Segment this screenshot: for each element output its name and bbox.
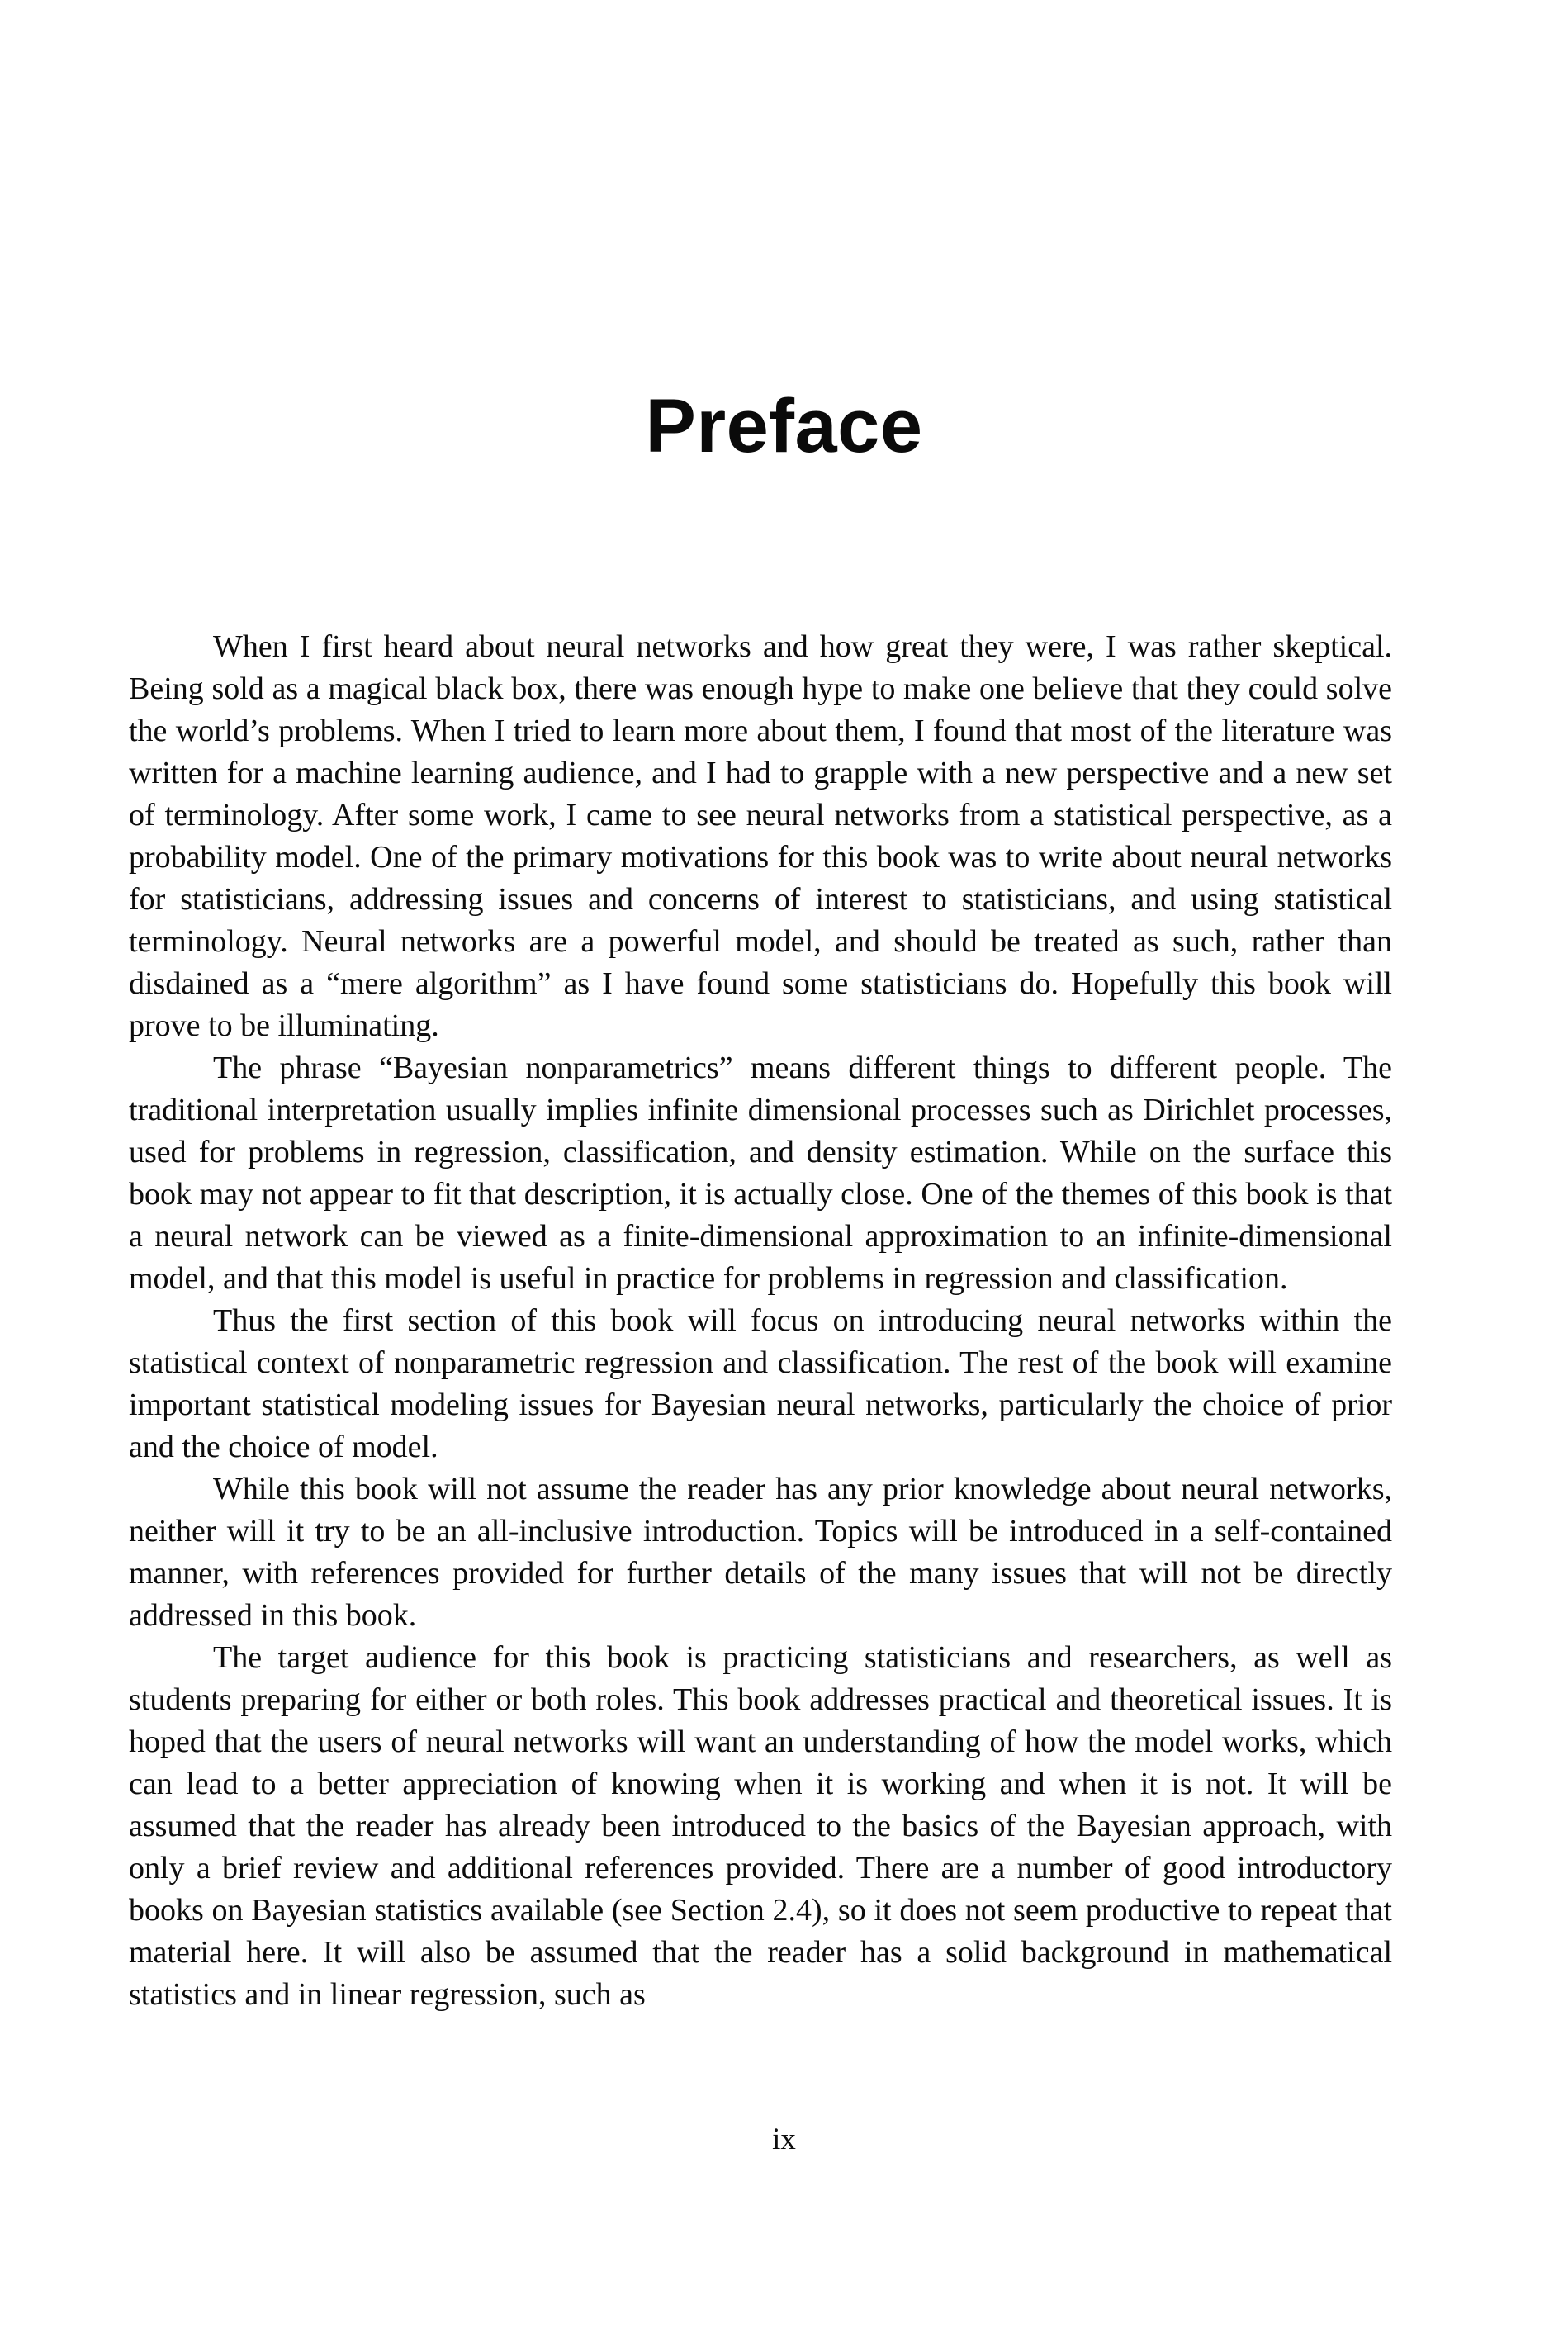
page-number: ix bbox=[772, 2123, 796, 2156]
paragraph-4: While this book will not assume the reader has any prior knowledge about neural networks, neither will it try to be an all-inclusive introduction. Topics will be introduced in a self-contained manner, with references provided for further details of the many issues that will not be directly addressed in this book. bbox=[129, 1472, 1392, 1633]
paragraph-5: The target audience for this book is practicing statisticians and researchers, as well as students preparing for either or both roles. This book addresses practical and theoretical issues. It is hoped that the users of neural networks will want an understanding of how the model works, which can lead to a better appreciation of knowing when it is working and when it is not. It will be assumed that the reader has already been introduced to the basics of the Bayesian approach, with only a brief review and additional references provided. There are a number of good introductory books on Bayesian statistics available (see Section 2.4), so it does not seem productive to repeat that material here. It will also be assumed that the reader has a solid background in mathematical statistics and in linear regression, such as bbox=[129, 1640, 1392, 2012]
paragraph-2: The phrase “Bayesian nonparametrics” means different things to different people. The traditional interpretation usually implies infinite dimensional processes such as Dirichlet processes, used for problems in regression, classification, and density estimation. While on the surface this book may not appear to fit that description, it is actually close. One of the themes of this book is that a neural network can be viewed as a finite-dimensional approximation to an infinite-dimensional model, and that this model is useful in practice for problems in regression and classification. bbox=[129, 1051, 1392, 1296]
page-title: Preface bbox=[645, 384, 923, 468]
preface-body bbox=[129, 626, 1392, 2016]
paragraph-1: When I first heard about neural networks and how great they were, I was rather skeptical. Being sold as a magical black box, there was enough hype to make one believe that they could solve the world’s problems. When I tried to learn more about them, I found that most of the literature was written for a machine learning audience, and I had to grapple with a new perspective and a new set of terminology. After some work, I came to see neural networks from a statistical perspective, as a probability model. One of the primary motivations for this book was to write about neural networks for statisticians, addressing issues and concerns of interest to statisticians, and using statistical terminology. Neural networks are a powerful model, and should be treated as such, rather than disdained as a “mere algorithm” as I have found some statisticians do. Hopefully this book will prove to be illuminating. bbox=[129, 629, 1392, 1043]
paragraph-3: Thus the first section of this book will focus on introducing neural networks within the statistical context of nonparametric regression and classification. The rest of the book will examine important statistical modeling issues for Bayesian neural networks, particularly the choice of prior and the choice of model. bbox=[129, 1303, 1392, 1464]
